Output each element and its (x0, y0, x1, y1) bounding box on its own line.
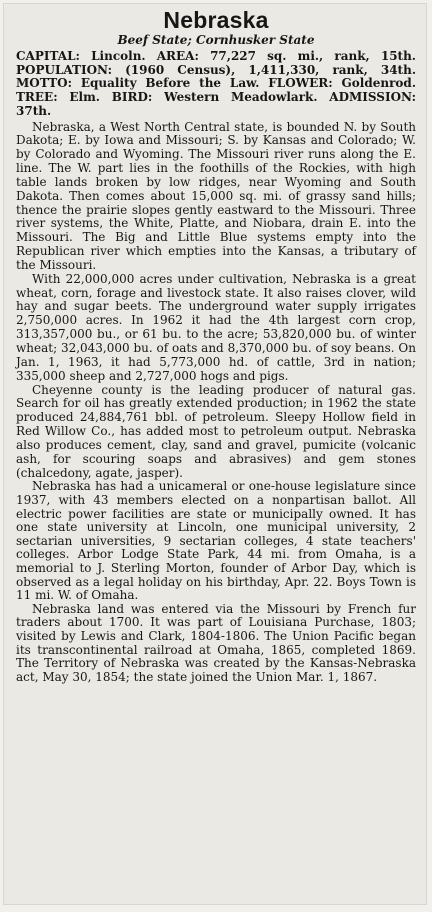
paragraph-history: Nebraska land was entered via the Missouri by French fur traders about 1700. It was part of Louisiana Purchase, 1803; visited by Lewis and Clark, 1804-1806. The Union Pacific began its transcontinental railroad at Omaha, 1865, completed 1869. The Territory of Nebraska was created by the Kansas-Nebraska act, May 30, 1854; the state joined the Union Mar. 1, 1867. (16, 601, 416, 684)
article-body (16, 121, 416, 685)
newspaper-clipping (4, 4, 426, 904)
article-title: Nebraska (163, 7, 269, 33)
state-facts: CAPITAL: Lincoln. AREA: 77,227 sq. mi., rank, 15th. POPULATION: (1960 Census), 1,411,330, rank, 34th. MOTTO: Equality Before the Law. FLOWER: Goldenrod. TREE: Elm. BIRD: Western Meadowlark. ADMISSION: 37th. (16, 49, 416, 118)
paragraph-resources: Cheyenne county is the leading producer of natural gas. Search for oil has greatly extended production; in 1962 the state produced 24,884,761 bbl. of petroleum. Sleepy Hollow field in Red Willow Co., has added most to petroleum output. Nebraska also produces cement, clay, sand and gravel, pumicite (volcanic ash, for scouring soaps and abrasives) and gem stones (chalcedony, agate, jasper). (16, 382, 416, 480)
paragraph-geography: Nebraska, a West North Central state, is bounded N. by South Dakota; E. by Iowa and Missouri; S. by Kansas and Colorado; W. by Colorado and Wyoming. The Missouri river runs along the E. line. The W. part lies in the foothills of the Rockies, with high table lands broken by low ridges, near Wyoming and South Dakota. Then comes about 15,000 sq. mi. of grassy sand hills; thence the prairie slopes gently eastward to the Missouri. Three river systems, the White, Platte, and Niobara, drain E. into the Missouri. The Big and Little Blue systems empty into the Republican river which empties into the Kansas, a tributary of the Missouri. (16, 119, 416, 272)
paragraph-government: Nebraska has had a unicameral or one-house legislature since 1937, with 43 members elected on a nonpartisan ballot. All electric power facilities are state or municipally owned. It has one state university at Lincoln, one municipal university, 2 sectarian universities, 9 sectarian colleges, 4 state teachers' colleges. Arbor Lodge State Park, 44 mi. from Omaha, is a memorial to J. Sterling Morton, founder of Arbor Day, which is observed as a legal holiday on his birthday, Apr. 22. Boys Town is 11 mi. W. of Omaha. (16, 479, 416, 603)
paragraph-agriculture: With 22,000,000 acres under cultivation, Nebraska is a great wheat, corn, forage and livestock state. It also raises clover, wild hay and sugar beets. The underground water supply irrigates 2,750,000 acres. In 1962 it had the 4th largest corn crop, 313,357,000 bu., or 61 bu. to the acre; 53,820,000 bu. of winter wheat; 32,043,000 bu. of oats and 8,370,000 bu. of soy beans. On Jan. 1, 1963, it had 5,773,000 hd. of cattle, 3rd in nation; 335,000 sheep and 2,727,000 hogs and pigs. (16, 271, 416, 383)
article-subtitle: Beef State; Cornhusker State (117, 33, 315, 47)
